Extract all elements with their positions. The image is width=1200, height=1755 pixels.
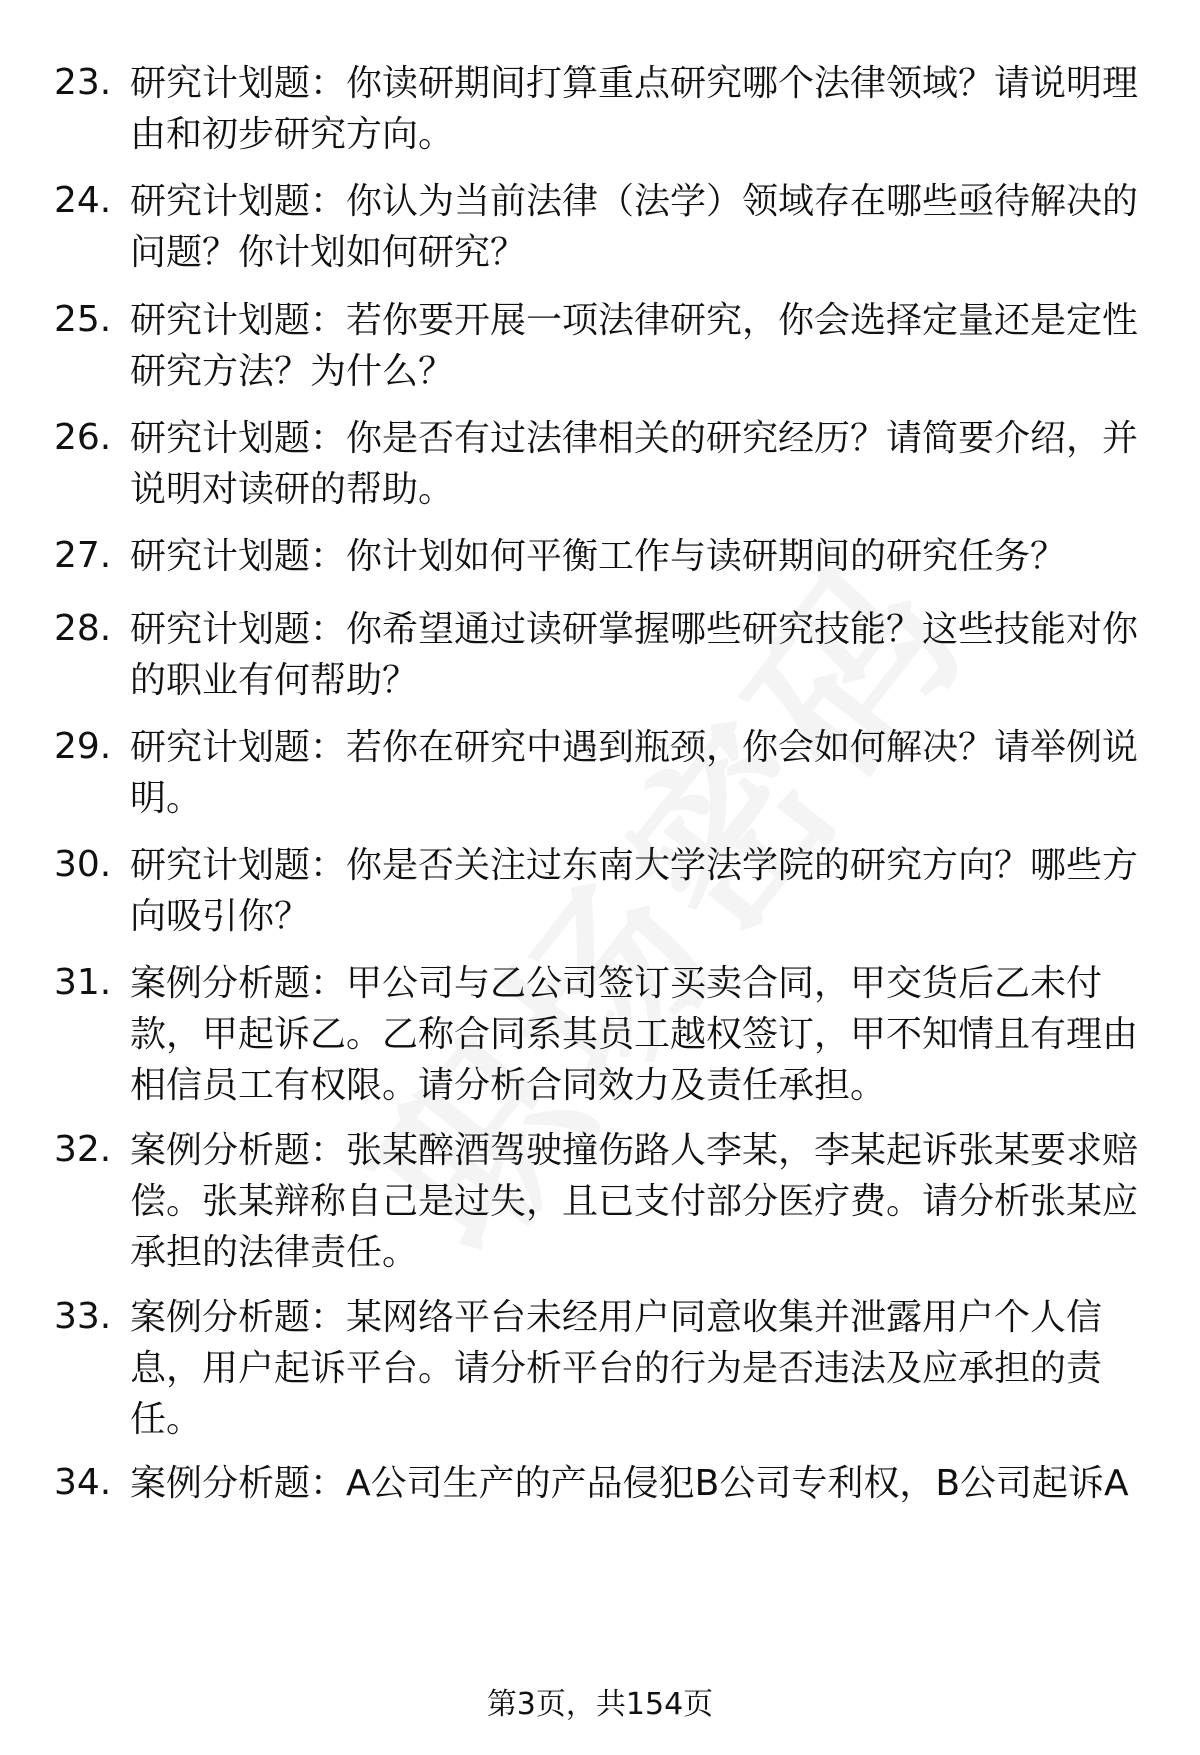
question-text: 研究计划题：你认为当前法律（法学）领域存在哪些亟待解决的问题？你计划如何研究？ [130,181,1139,273]
question-text: 研究计划题：你读研期间打算重点研究哪个法律领域？请说明理由和初步研究方向。 [130,63,1139,155]
question-text: 研究计划题：你是否关注过东南大学法学院的研究方向？哪些方向吸引你？ [130,845,1139,937]
question-number: 23. [54,62,112,103]
question-text: 案例分析题：某网络平台未经用户同意收集并泄露用户个人信息，用户起诉平台。请分析平台的行为是否违法及应承担的责任。 [130,1297,1103,1440]
question-number: 32. [54,1129,112,1170]
question-text: 案例分析题：A公司生产的产品侵犯B公司专利权，B公司起诉A [130,1463,1129,1504]
question-text: 研究计划题：若你要开展一项法律研究，你会选择定量还是定性研究方法？为什么？ [130,300,1139,392]
question-text: 研究计划题：你计划如何平衡工作与读研期间的研究任务？ [130,536,1067,577]
question-number: 27. [54,535,112,576]
question-number: 24. [54,180,112,221]
question-number: 34. [54,1462,112,1503]
question-text: 案例分析题：甲公司与乙公司签订买卖合同，甲交货后乙未付款，甲起诉乙。乙称合同系其员工越权签订，甲不知情且有理由相信员工有权限。请分析合同效力及责任承担。 [130,963,1139,1106]
question-text: 案例分析题：张某醉酒驾驶撞伤路人李某，李某起诉张某要求赔偿。张某辩称自己是过失，且已支付部分医疗费。请分析张某应承担的法律责任。 [130,1130,1139,1273]
question-text: 研究计划题：你希望通过读研掌握哪些研究技能？这些技能对你的职业有何帮助？ [130,609,1139,701]
question-number: 28. [54,608,112,649]
question-number: 29. [54,726,112,767]
question-number: 30. [54,844,112,885]
question-number: 26. [54,417,112,458]
question-number: 31. [54,962,112,1003]
question-number: 33. [54,1296,112,1337]
question-text: 研究计划题：若你在研究中遇到瓶颈，你会如何解决？请举例说明。 [130,727,1139,819]
question-number: 25. [54,299,112,340]
page-footer: 第3页，共154页 [486,1687,714,1722]
question-text: 研究计划题：你是否有过法律相关的研究经历？请简要介绍，并说明对读研的帮助。 [130,418,1139,510]
